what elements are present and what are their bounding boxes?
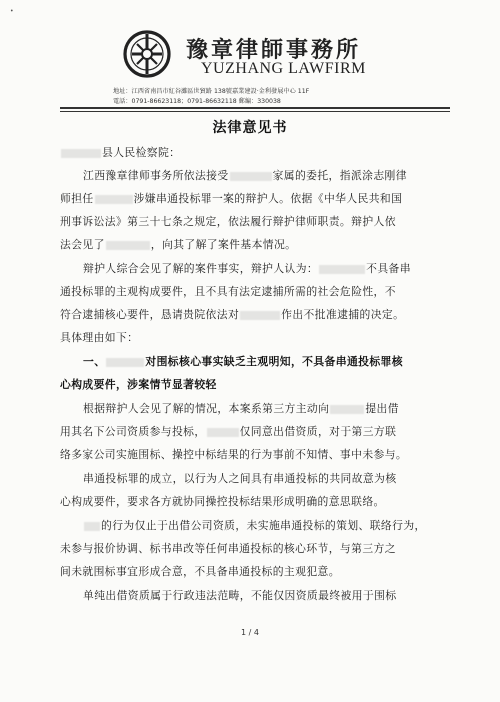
- text-fragment: 涉嫌串通投标罪一案的辩护人。依据《中华人民共和国: [133, 192, 403, 205]
- redaction: [330, 405, 364, 414]
- page-number: 1 / 4: [241, 628, 259, 637]
- text-fragment: 的行为仅止于出借公司资质，未实施串通投标的策划、联络行为，: [101, 519, 426, 532]
- text-fragment: 提出借: [365, 402, 399, 415]
- paragraph-line: 具体理由如下：: [60, 331, 139, 344]
- redaction: [106, 241, 150, 250]
- firm-contact: 電話：0791-86623118；0791-86632118 郵編：330038: [113, 98, 281, 105]
- paragraph-line: [60, 187, 450, 210]
- paragraph-line: 通投标罪的主观构成要件，且不具有法定逮捕所需的社会危险性，不: [60, 285, 396, 298]
- law-firm-logo: [123, 30, 171, 78]
- paragraph-line: 串通投标罪的成立，以行为人之间具有串通投标的共同故意为核: [83, 472, 397, 485]
- paragraph-line: 刑事诉讼法》第三十七条之规定，依法履行辩护律师职责。辩护人依: [60, 215, 396, 228]
- paragraph-line: 单纯出借资质属于行政违法范畴，不能仅因资质最终被用于围标: [83, 589, 397, 602]
- redaction: [61, 149, 101, 158]
- text-fragment: 不具备串: [366, 262, 411, 275]
- redaction: [319, 265, 365, 274]
- redaction: [230, 172, 272, 181]
- text-fragment: 家属的委托，指派涂志刚律: [272, 169, 407, 182]
- text-fragment: 一、: [83, 355, 106, 368]
- redaction: [84, 522, 100, 531]
- redaction: [240, 311, 280, 320]
- section-heading-cont: 心构成要件，涉案情节显著较轻: [60, 378, 217, 391]
- firm-address: 地址：江西省南昌市紅谷灘區世貿路 138號嘉業建設·金利發展中心 11F: [113, 88, 310, 95]
- text-fragment: 江西豫章律师事务所依法接受: [83, 169, 229, 182]
- paragraph-line: [83, 514, 450, 537]
- text-fragment: 仅同意出借资质，对于第三方联: [239, 425, 397, 438]
- letterhead-rule-thin: [60, 111, 450, 112]
- paragraph-line: [83, 164, 450, 187]
- text-fragment: 师担任: [60, 192, 94, 205]
- text-fragment: 法会见了: [60, 238, 105, 251]
- salutation-text: 县人民检察院：: [102, 146, 181, 159]
- text-fragment: 符合逮捕核心要件，恳请贵院依法对: [60, 308, 240, 321]
- paragraph-line: [83, 257, 450, 280]
- text-fragment: 辩护人综合会见了解的案件事实，辩护人认为：: [83, 262, 319, 275]
- paragraph-line: [60, 303, 450, 326]
- section-heading: [83, 350, 450, 373]
- letterhead-rule: [60, 107, 450, 109]
- corner-mark: •: [10, 8, 14, 15]
- firm-name-english: YUZHANG LAWFIRM: [201, 60, 366, 77]
- redaction: [106, 358, 144, 367]
- document-title: 法律意见书: [212, 120, 288, 136]
- firm-name-chinese: 豫章律師事務所: [186, 37, 362, 63]
- text-fragment: 作出不批准逮捕的决定。: [281, 308, 405, 321]
- paragraph-line: [60, 233, 450, 256]
- paragraph-line: 心构成要件，要求各方就协同操控投标结果形成明确的意思联络。: [60, 495, 385, 508]
- text-fragment: ，向其了解了案件基本情况。: [150, 238, 297, 251]
- text-fragment: 根据辩护人会见了解的情况，本案系第三方主动向: [83, 402, 330, 415]
- paragraph-line: 未参与报价协调、标书串改等任何串通投标的核心环节，与第三方之: [60, 542, 396, 555]
- paragraph-line: [60, 420, 450, 443]
- paragraph-line: [83, 397, 450, 420]
- text-fragment: 对围标核心事实缺乏主观明知，不具备串通投标罪核: [145, 355, 403, 368]
- paragraph-line: 络多家公司实施围标、操控中标结果的行为事前不知情、事中未参与。: [60, 448, 408, 461]
- redaction: [95, 195, 133, 204]
- salutation: [60, 141, 450, 164]
- redaction: [207, 428, 239, 437]
- text-fragment: 用其名下公司资质参与投标，: [60, 425, 206, 438]
- paragraph-line: 间未就围标事宜形成合意，不具备串通投标的主观犯意。: [60, 565, 340, 578]
